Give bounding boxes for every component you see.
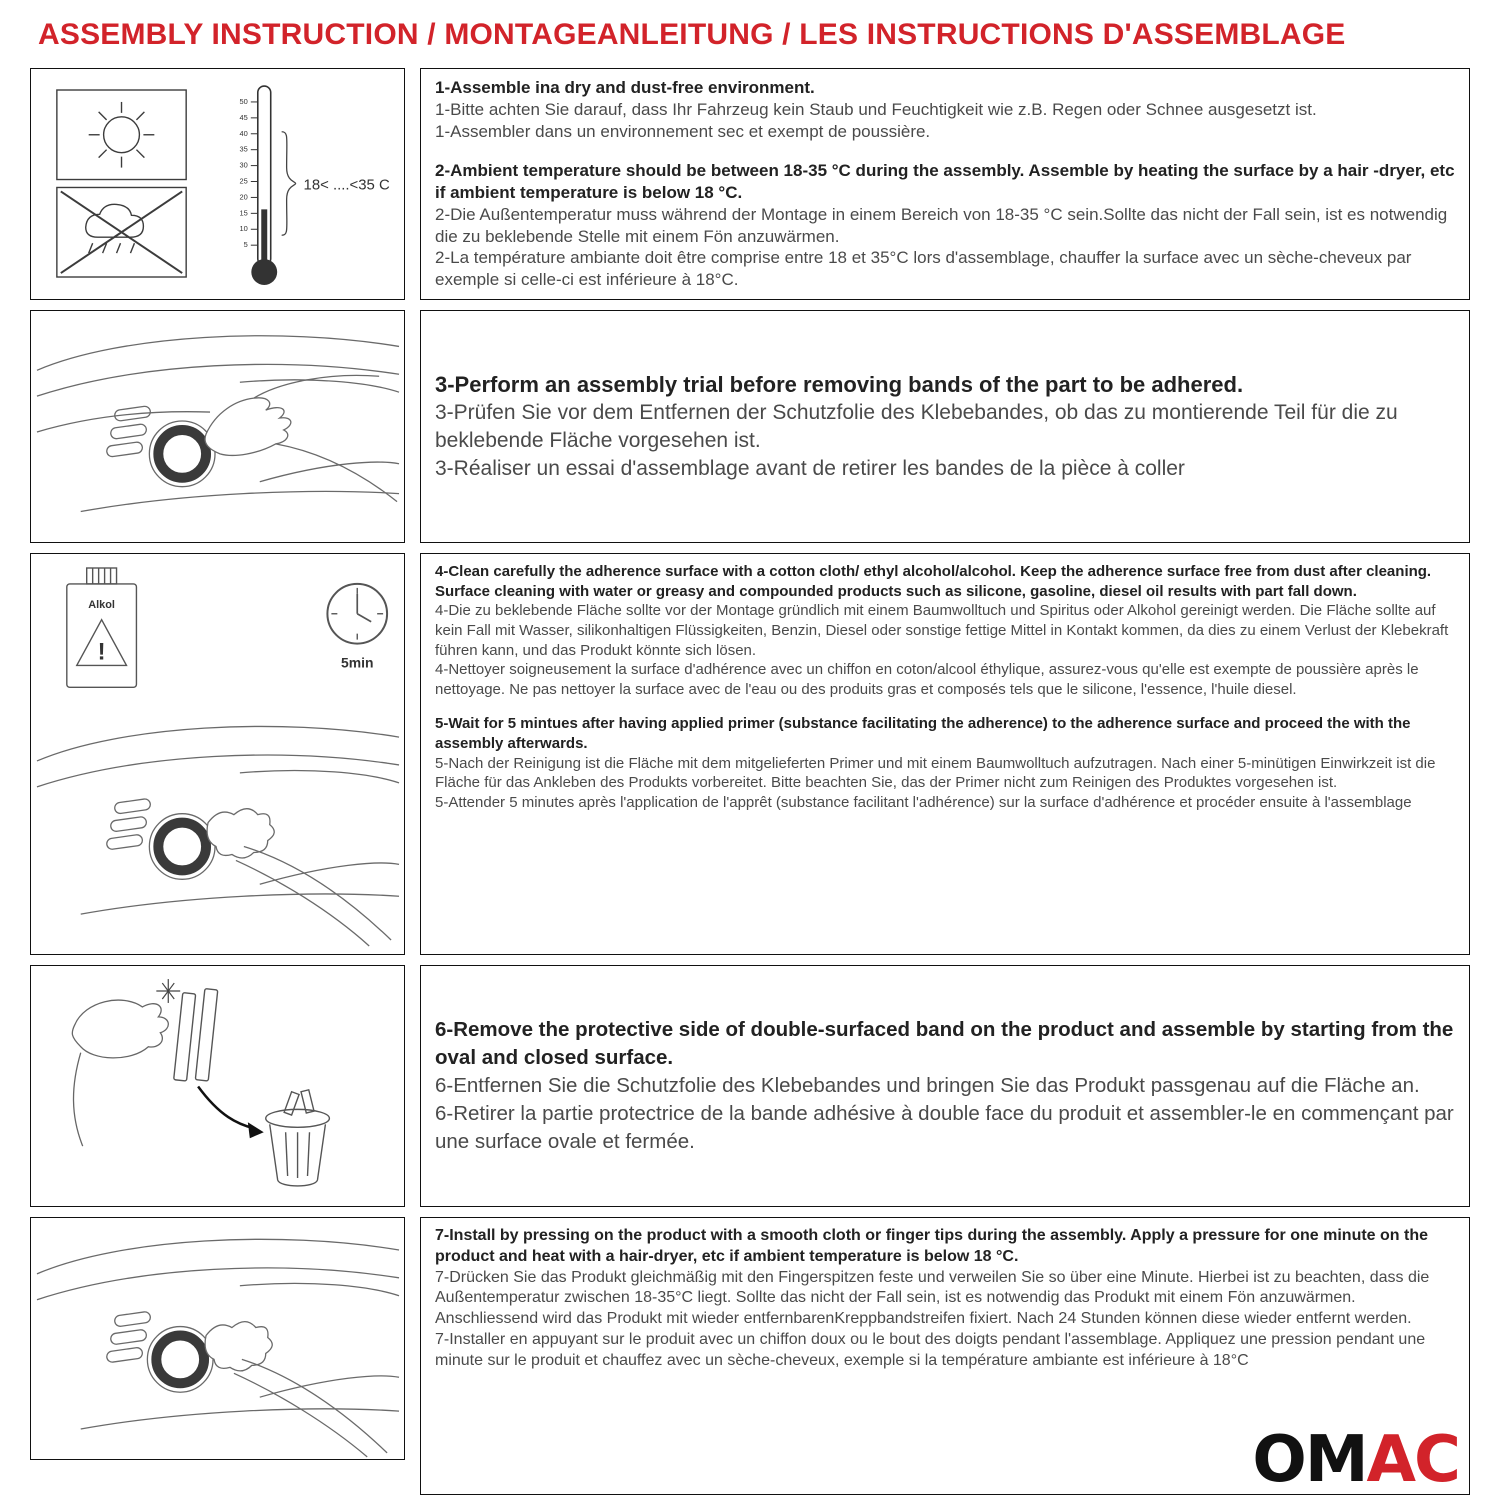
scale-mark: 30: [239, 160, 248, 170]
section-remove-band: [30, 965, 1470, 1207]
press-install-illustration: [30, 1217, 405, 1460]
section-clean-primer: [30, 553, 1470, 955]
temperature-illustration-svg: [31, 69, 404, 299]
scale-mark: 50: [239, 96, 248, 106]
instruction-text-4-5: [420, 553, 1470, 955]
no-rain-icon: [61, 191, 182, 273]
instruction-de: 2-Die Außentemperatur muss während der Montage in einem Bereich von 18-35 °C sein.Sollte das nicht der Fall sein, ist es notwendig die zu beklebende Stelle mit einem Fön anzuwärmen.: [435, 204, 1448, 246]
arrow-head: [248, 1122, 264, 1138]
cloth-and-hand-sketch: [205, 1322, 387, 1457]
instruction-en-bold: 2-Ambient temperature should be between 18-35 °C during the assembly. Assemble by heating the surface by a hair -dryer, etc if ambient temperature is below 18 °C.: [435, 161, 1455, 202]
temperature-range-label: 18< ....<35 C: [303, 176, 390, 194]
press-install-svg: [31, 1218, 404, 1459]
instruction-en-bold: 3-Perform an assembly trial before removing bands of the part to be adhered.: [435, 371, 1244, 397]
bottle-label: Alkol: [88, 598, 115, 611]
clean-illustration: [30, 553, 405, 955]
cloth-and-hand-sketch: [207, 809, 391, 946]
instruction-de: 3-Prüfen Sie vor dem Entfernen der Schutzfolie des Klebebandes, ob das zu montierende Teil für die zu beklebende Fläche vorgesehen ist.: [435, 401, 1398, 453]
tape-removal-svg: [31, 966, 404, 1206]
warning-mark: !: [97, 638, 106, 666]
fog-lamp-ring: [149, 814, 215, 880]
fog-lamp-ring: [149, 421, 215, 487]
hand-sketch: [205, 375, 397, 501]
fog-lamp-ring: [147, 1327, 213, 1393]
section-press-install: [30, 1217, 1470, 1495]
alcohol-bottle-icon: [67, 568, 137, 687]
assembly-trial-illustration: [30, 310, 405, 543]
thermometer-icon: [240, 86, 278, 285]
instruction-en-bold: 6-Remove the protective side of double-surfaced band on the product and assemble by starting from the oval and closed surface.: [435, 1018, 1454, 1070]
tape-strips: [174, 989, 218, 1081]
instruction-en-bold: 5-Wait for 5 mintues after having applied primer (substance facilitating the adherence) to the adherence surface and proceed the with the assembly afterwards.: [435, 715, 1411, 753]
instruction-text-1-2: [420, 68, 1470, 300]
scale-mark: 35: [239, 144, 248, 154]
wait-time-label: 5min: [341, 654, 374, 671]
car-trial-svg: [31, 311, 404, 542]
instruction-fr: 7-Installer en appuyant sur le produit avec un chiffon doux ou le bout des doigts pendant l'assemblage. Appliquez une pression pendant une minute sur le produit et chauffez avec un sèche-cheveux, exemple si la température ambiante est inférieure à 18°C: [435, 1330, 1426, 1369]
scale-mark: 5: [243, 240, 248, 250]
omac-logo: [1252, 1423, 1459, 1497]
instruction-fr: 2-La température ambiante doit être comprise entre 18 et 35°C lors d'assemblage, chauffer la surface avec un sèche-cheveux par exemple si celle-ci est inférieure à 18°C.: [435, 248, 1412, 289]
hand-sketch: [72, 1000, 168, 1146]
section-assembly-trial: [30, 310, 1470, 543]
temperature-illustration: [30, 68, 405, 300]
instruction-de: 5-Nach der Reinigung ist die Fläche mit dem mitgelieferten Primer und mit einem Baumwolltuch aufzutragen. Nach einer 5-minütigen Einwirkzeit ist die Fläche für das Ankleben des Produkts vorbereitet. Bitte beachten Sie, das der Primer nicht zum Reinigen des Produktes vorgesehen ist.: [435, 754, 1436, 792]
instruction-fr: 5-Attender 5 minutes après l'application de l'apprêt (substance facilitant l'adhérence) sur la surface d'adhérence et procéder ensuite à l'assemblage: [435, 794, 1412, 812]
scale-mark: 15: [239, 208, 248, 218]
omac-logo-black: OM: [1252, 1423, 1367, 1497]
clean-svg: [31, 554, 404, 954]
scale-mark: 45: [239, 112, 248, 122]
scale-mark: 25: [239, 176, 248, 186]
sparkle-icon: [156, 979, 180, 1003]
instruction-de: 7-Drücken Sie das Produkt gleichmäßig mit den Fingerspitzen feste und verweilen Sie so über eine Minute. Hierbei ist zu beachten, dass die Außentemperatur zwischen 18-35°C liegt. Sollte das nicht der Fall sein, ist es notwendig das Produkt mit einem Fön anzuwärmen. Anschliessend wird das Produkt mit wieder entfernbarenKreppbandstreifen fixiert. Nach 24 Stunden können diese wieder entfernt werden.: [435, 1268, 1430, 1328]
tape-removal-illustration: [30, 965, 405, 1207]
instruction-en-bold: 7-Install by pressing on the product with a smooth cloth or finger tips during the assembly. Apply a pressure for one minute on the product and heat with a hair-dryer, etc if ambient temperature is below 18 °C.: [435, 1227, 1428, 1265]
instruction-de: 6-Entfernen Sie die Schutzfolie des Klebebandes und bringen Sie das Produkt passgenau auf die Fläche an.: [435, 1074, 1420, 1098]
instruction-fr: 4-Nettoyer soigneusement la surface d'adhérence avec un chiffon en coton/alcool éthylique, assurez-vous qu'elle est exempte de poussière après le nettoyage. Ne pas nettoyer la surface avec de l'eau ou des produits gras et composés tels que le silicone, l'essence, l'huile diesel.: [435, 661, 1419, 698]
scale-mark: 20: [239, 192, 248, 202]
instruction-fr: 1-Assembler dans un environnement sec et exempt de poussière.: [435, 121, 931, 141]
instruction-en-bold: 4-Clean carefully the adherence surface with a cotton cloth/ ethyl alcohol/alcohol. Keep the adherence surface free from dust after cleaning. Surface cleaning with water or greasy and compounded products such as silicone, gasoline, diesel oil results with part fall down.: [435, 563, 1432, 600]
section-environment-temperature: [30, 68, 1470, 300]
brace: [282, 132, 296, 235]
instruction-text-6: [420, 965, 1470, 1207]
scale-mark: 10: [239, 224, 248, 234]
sun-icon: [89, 102, 155, 168]
instruction-en-bold: 1-Assemble ina dry and dust-free environment.: [435, 78, 815, 97]
trash-can-icon: [266, 1090, 330, 1186]
page-title: ASSEMBLY INSTRUCTION / MONTAGEANLEITUNG / LES INSTRUCTIONS D'ASSEMBLAGE: [38, 18, 1346, 51]
instruction-de: 1-Bitte achten Sie darauf, dass Ihr Fahrzeug kein Staub und Feuchtigkeit wie z.B. Regen oder Schnee ausgesetzt ist.: [435, 99, 1317, 119]
instruction-fr: 3-Réaliser un essai d'assemblage avant de retirer les bandes de la pièce à coller: [435, 457, 1185, 481]
instruction-fr: 6-Retirer la partie protectrice de la bande adhésive à double face du produit et assembler-le en commençant par une surface ovale et fermée.: [435, 1101, 1454, 1153]
omac-logo-red: AC: [1366, 1423, 1459, 1497]
instruction-text-3: [420, 310, 1470, 543]
arrow: [198, 1086, 254, 1128]
instruction-text-7: [420, 1217, 1470, 1495]
instruction-de: 4-Die zu beklebende Fläche sollte vor der Montage gründlich mit einem Baumwolltuch und Spiritus oder Alkohol gereinigt werden. Die Fläche sollte auf kein Fall mit Wasser, silikonhaltigen Flüssigkeiten, Benzin, Diesel oder sonstige fettige Mittel in Kontakt kommen, da dies zu einem Verlust der Klebekraft führen kann, und das Produkt könnte sich lösen.: [435, 602, 1449, 659]
clock-icon: [327, 584, 387, 644]
scale-mark: 40: [239, 128, 248, 138]
